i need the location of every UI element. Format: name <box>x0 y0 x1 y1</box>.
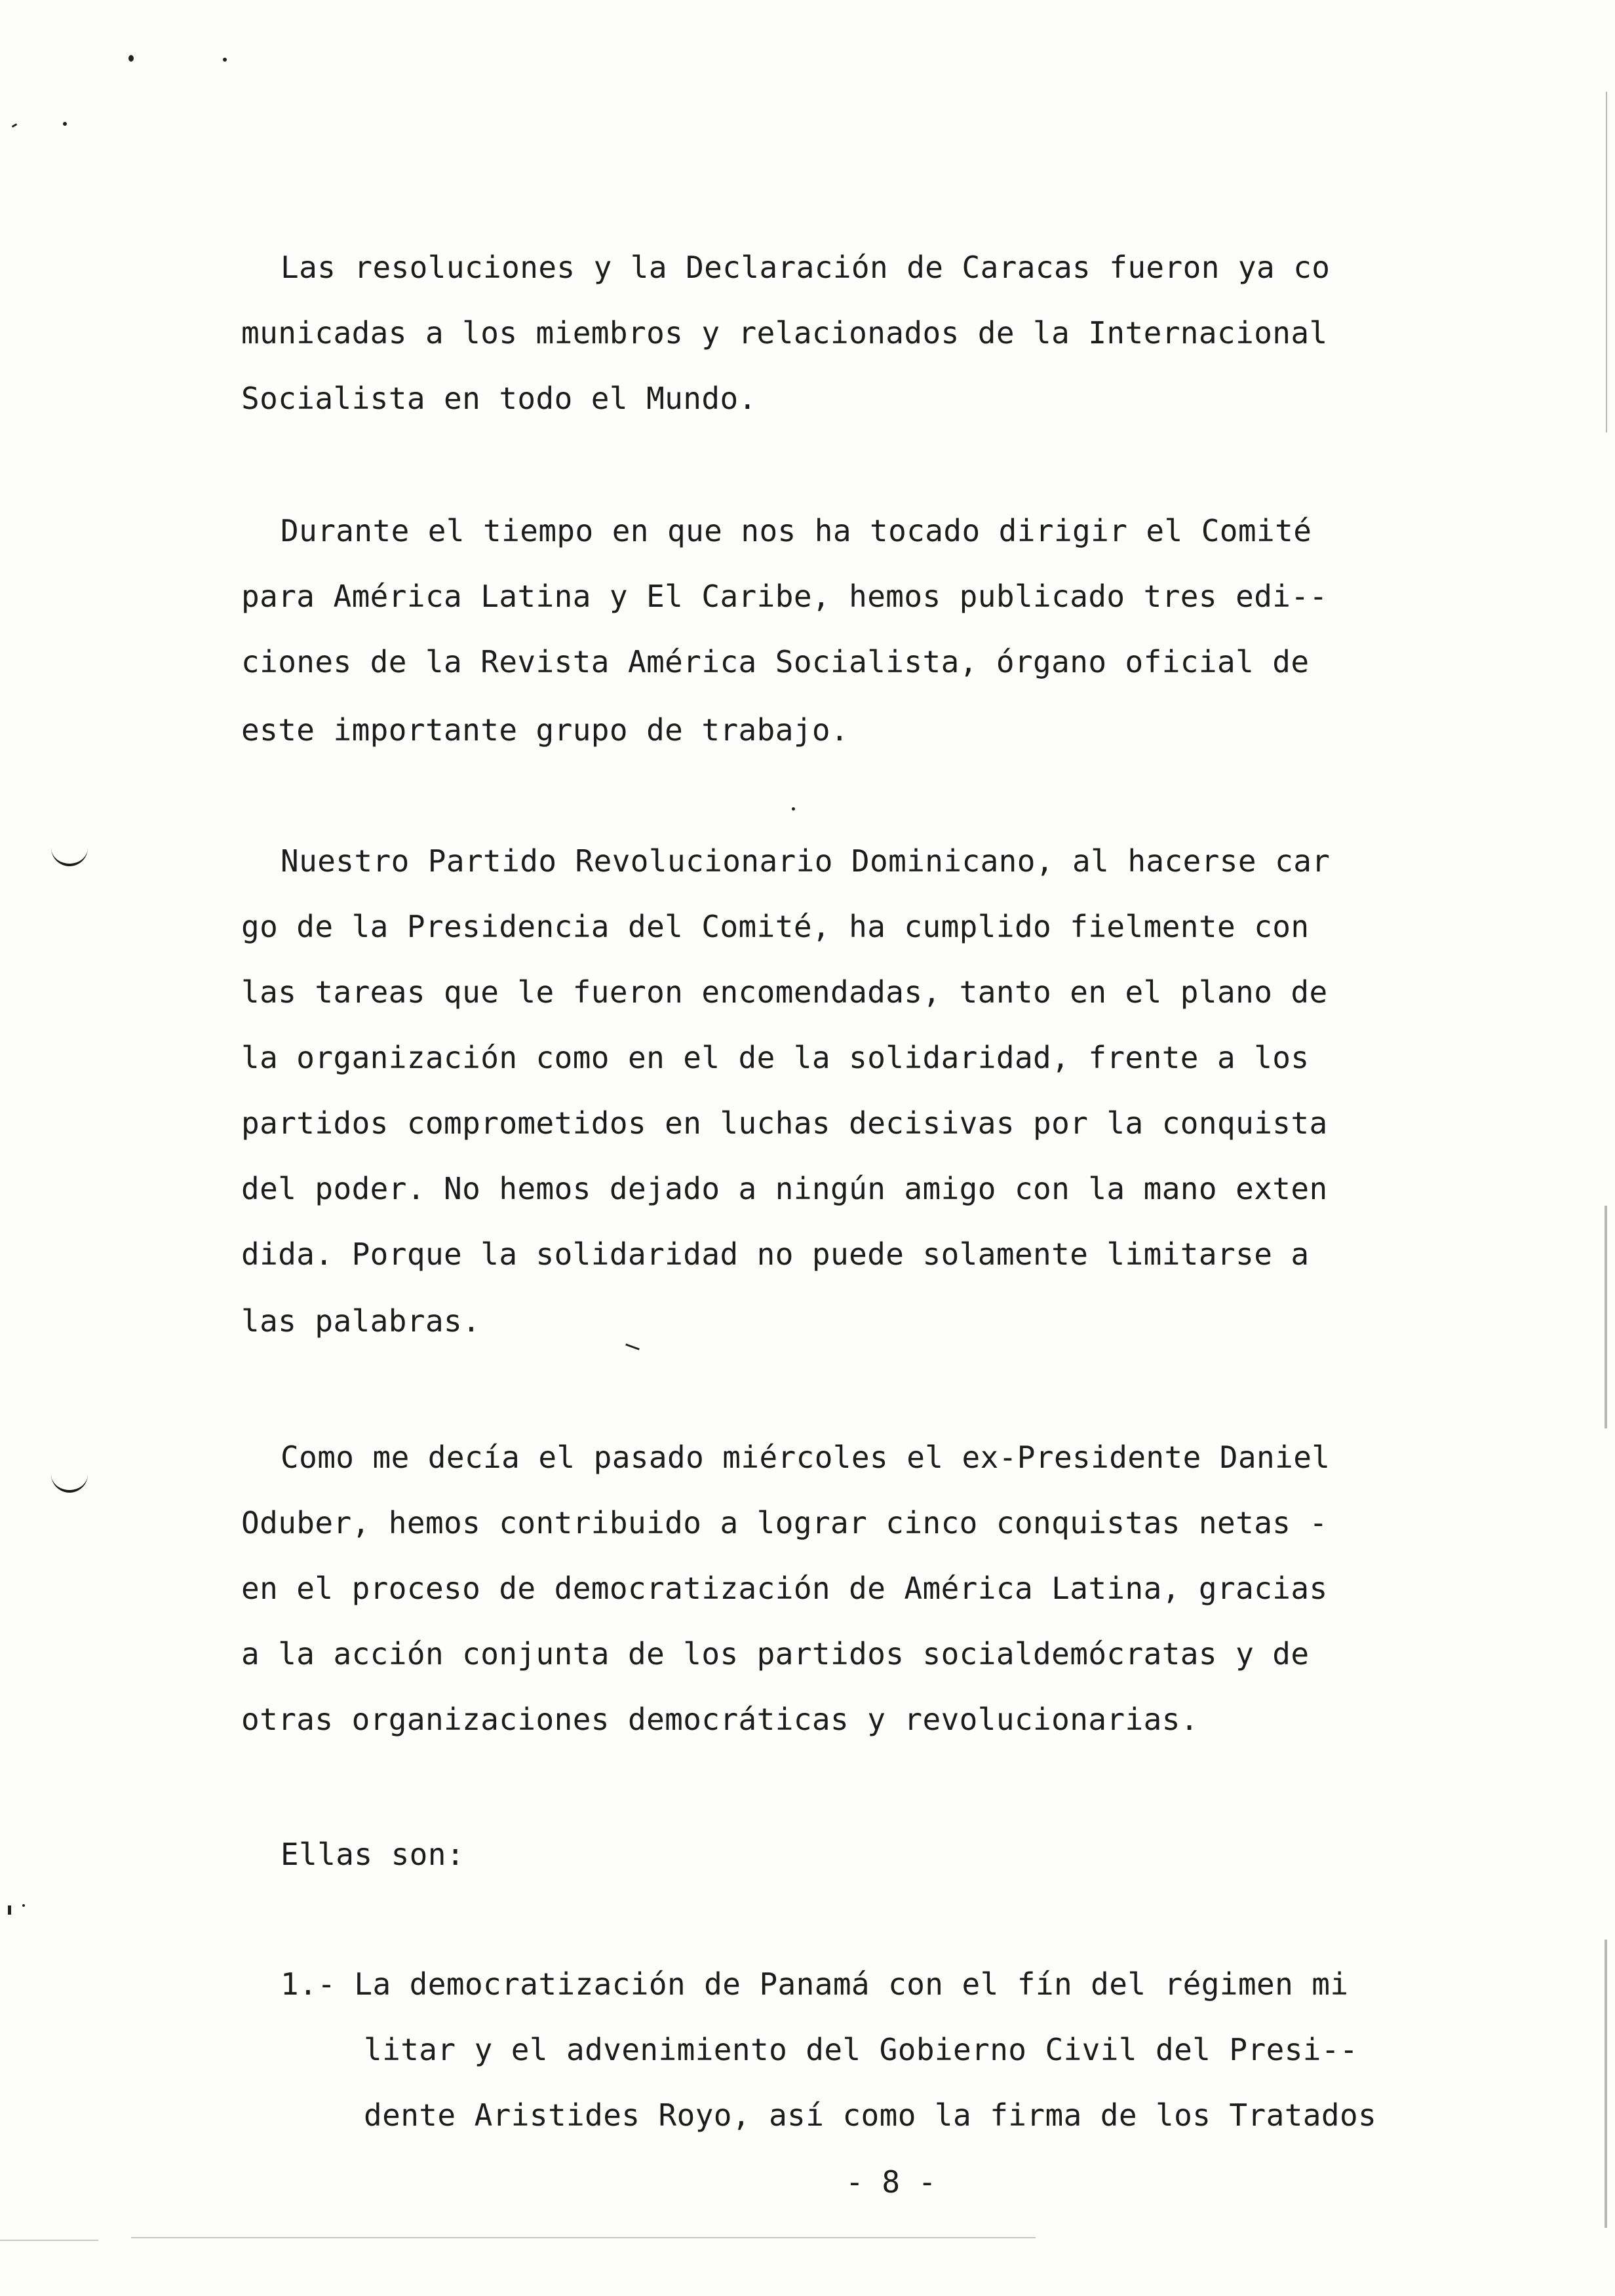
paragraph-4-line: a la acción conjunta de los partidos socialdemócratas y de <box>241 1636 1310 1672</box>
paragraph-2-line: ciones de la Revista América Socialista, órgano oficial de <box>241 644 1310 679</box>
paragraph-3-line: partidos comprometidos en luchas decisivas por la conquista <box>241 1105 1328 1141</box>
scan-dot <box>792 807 795 811</box>
paragraph-3-line: las palabras. <box>241 1303 481 1339</box>
paragraph-4-line: Como me decía el pasado miércoles el ex-Presidente Daniel <box>281 1440 1331 1475</box>
scan-edge-line <box>1605 1940 1607 2228</box>
scan-edge-line <box>1606 92 1607 432</box>
paragraph-1-line: municadas a los miembros y relacionados de la Internacional <box>241 315 1328 351</box>
paragraph-4-line: otras organizaciones democráticas y revolucionarias. <box>241 1702 1199 1737</box>
paragraph-3-line: Nuestro Partido Revolucionario Dominicano, al hacerse car <box>281 843 1331 879</box>
paragraph-3-line: go de la Presidencia del Comité, ha cumplido fielmente con <box>241 909 1310 944</box>
scan-dot <box>128 55 134 62</box>
paragraph-1-line: Las resoluciones y la Declaración de Caracas fueron ya co <box>281 250 1331 285</box>
paragraph-2-line: para América Latina y El Caribe, hemos publicado tres edi-- <box>241 579 1328 614</box>
paragraph-3-line: del poder. No hemos dejado a ningún amigo con la mano exten <box>241 1171 1328 1206</box>
list-item-1-line: 1.- La democratización de Panamá con el fín del régimen mi <box>281 1966 1349 2002</box>
scan-dot <box>12 123 17 128</box>
scan-bottom-rule <box>0 2240 98 2241</box>
scan-margin-mark <box>51 1473 88 1493</box>
scan-dot <box>63 122 67 126</box>
scan-dot <box>8 1905 11 1915</box>
paragraph-3-line: dida. Porque la solidaridad no puede solamente limitarse a <box>241 1236 1310 1272</box>
scan-edge-line <box>1605 1206 1607 1428</box>
scan-bottom-rule <box>131 2237 1036 2238</box>
paragraph-1-line: Socialista en todo el Mundo. <box>241 381 757 416</box>
paragraph-4-line: en el proceso de democratización de América Latina, gracias <box>241 1571 1328 1606</box>
paragraph-3-line: las tareas que le fueron encomendadas, tanto en el plano de <box>241 974 1328 1010</box>
list-item-1-line: dente Aristides Royo, así como la firma de los Tratados <box>364 2097 1377 2133</box>
scan-dot <box>22 1904 25 1907</box>
scan-dot <box>625 1343 640 1350</box>
list-intro: Ellas son: <box>281 1837 465 1872</box>
paragraph-2-line: Durante el tiempo en que nos ha tocado dirigir el Comité <box>281 513 1312 548</box>
paragraph-2-line: este importante grupo de trabajo. <box>241 712 849 748</box>
page-number: - 8 - <box>846 2164 937 2200</box>
list-item-1-line: litar y el advenimiento del Gobierno Civil del Presi-- <box>364 2032 1359 2067</box>
scan-margin-mark <box>51 847 88 866</box>
scan-dot <box>223 58 227 62</box>
paragraph-4-line: Oduber, hemos contribuido a lograr cinco conquistas netas - <box>241 1505 1328 1540</box>
paragraph-3-line: la organización como en el de la solidaridad, frente a los <box>241 1040 1310 1075</box>
